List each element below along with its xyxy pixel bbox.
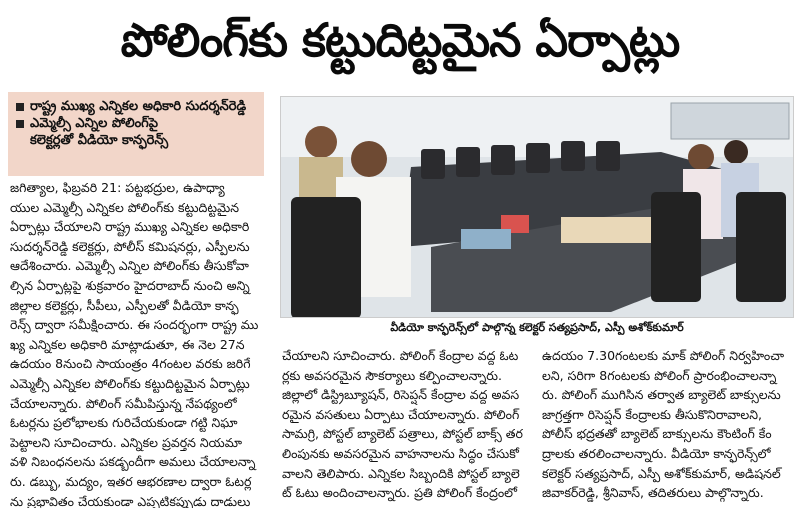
meeting-photo: [280, 96, 794, 318]
bullet-item: [16, 115, 256, 132]
article-column-1: జగిత్యాల, ఫిబ్రవరి 21: పట్టభద్రుల, ఉపాధ్యా యుల ఎమ్మెల్సీ ఎన్నికల పోలింగ్‌కు కట్టుదిట్టమైన ఏర్పాట్లు చేయాలని రాష్ట్ర ముఖ్య ఎన్నికల అధికారి సుదర్శన్‌రెడ్డి కలెక్టర్లు, పోలీస్ కమిషనర్లు, ఎస్పీలను ఆదేశించారు. ఎమ్మెల్సీ ఎన్నిల పోలింగ్‌కు తీసుకోవా ల్సిన ఏర్పాట్లపై శుక్రవారం హైదరాబాద్ నుంచి అన్ని జిల్లాల కలెక్టర్లు, సీపీలు, ఎస్పీలతో వీడియో కాన్ఫ రెన్స్ ద్వారా సమీక్షించారు. ఈ సందర్భంగా రాష్ట్ర ము ఖ్య ఎన్నికల అధికారి మాట్లాడుతూ, ఈ నెల 27న ఉదయం 8నుంచి సాయంత్రం 4గంటల వరకు జరిగే ఎమ్మెల్సీ ఎన్నికల పోలింగ్‌కు కట్టుదిట్టమైన ఏర్పాట్లు చేయాలన్నారు. పోలింగ్ సమీపిస్తున్న నేపథ్యంలో ఓటర్లను ప్రలోభాలకు గురిచేయకుండా గట్టి నిఘా పెట్టాలని సూచించారు. ఎన్నికల ప్రవర్తన నియమా వళి నిబంధనలను పకడ్బందీగా అమలు చేయాలన్నా రు. డబ్బు, మద్యం, ఇతర ఆభరణాల ద్వారా ఓటర్ల ను ప్రభావితం చేయకుండా ఎప్పటికప్పుడు దాడులు: [10, 180, 259, 508]
article-column-3: ఉదయం 7.30గంటలకు మాక్ పోలింగ్ నిర్వహించా లని, సరిగా 8గంటలకు పోలింగ్ ప్రారంభించాలన్నా రు. పోలింగ్ ముగిసిన తర్వాత బ్యాలెట్ బాక్సులను జాగ్రత్తగా రిసెప్షన్ కేంద్రాలకు తీసుకొనిరావాలని, పోలీస్ భద్రతతో బ్యాలెట్ బాక్సులను కౌంటింగ్ కేం ద్రాలకు తరలించాలన్నారు. వీడియో కాన్ఫరెన్స్‌లో కలెక్టర్ సత్యప్రసాద్, ఎస్పీ అశోక్‌కుమార్, అడిషనల్ జివాకర్‌రెడ్డి, శ్రీనివాస్, తదితరులు పాల్గొన్నారు.: [542, 348, 785, 501]
article-column-2: చేయాలని సూచించారు. పోలింగ్ కేంద్రాల వద్ద ఓట ర్లకు అవసరమైన సౌకర్యాలు కల్పించాలన్నారు. జిల్లాలో డిస్ట్రిబ్యూషన్, రిసెప్షన్ కేంద్రాల వద్ద అవస రమైన వసతులు ఏర్పాటు చేయాలన్నారు. పోలింగ్ సామగ్రి, పోస్టల్ బ్యాలెట్ పత్రాలు, పోస్టల్ బాక్స్ తర లింపునకు అవసరమైన వాహనాలను సిద్ధం చేసుకో వాలని తెలిపారు. ఎన్నికల సిబ్బందికి పోస్టల్ బ్యాలె ట్ ఓటు అందించాలన్నారు. ప్రతి పోలింగ్ కేంద్రంలో: [282, 348, 523, 501]
bullet-continuation: కలెక్టర్లతో వీడియో కాన్ఫరెన్స్: [30, 133, 169, 148]
photo-illustration: [281, 97, 794, 318]
bullet-square-icon: [16, 103, 24, 111]
bullet-item: [16, 98, 256, 115]
bullet-square-icon: [16, 120, 24, 128]
highlight-box: [8, 92, 264, 176]
bullet-text: ఎమ్మెల్సీ ఎన్నిల పోలింగ్‌పై: [30, 116, 159, 131]
photo-caption: వీడియో కాన్ఫరెన్స్‌లో పాల్గొన్న కలెక్టర్ సత్యప్రసాద్, ఎస్పీ అశోక్‌కుమార్: [280, 318, 794, 340]
article-headline: పోలింగ్‌కు కట్టుదిట్టమైన ఏర్పాట్లు: [120, 13, 680, 67]
bullet-text: రాష్ట్ర ముఖ్య ఎన్నికల అధికారి సుదర్శన్‌రెడ్డి: [30, 99, 247, 114]
